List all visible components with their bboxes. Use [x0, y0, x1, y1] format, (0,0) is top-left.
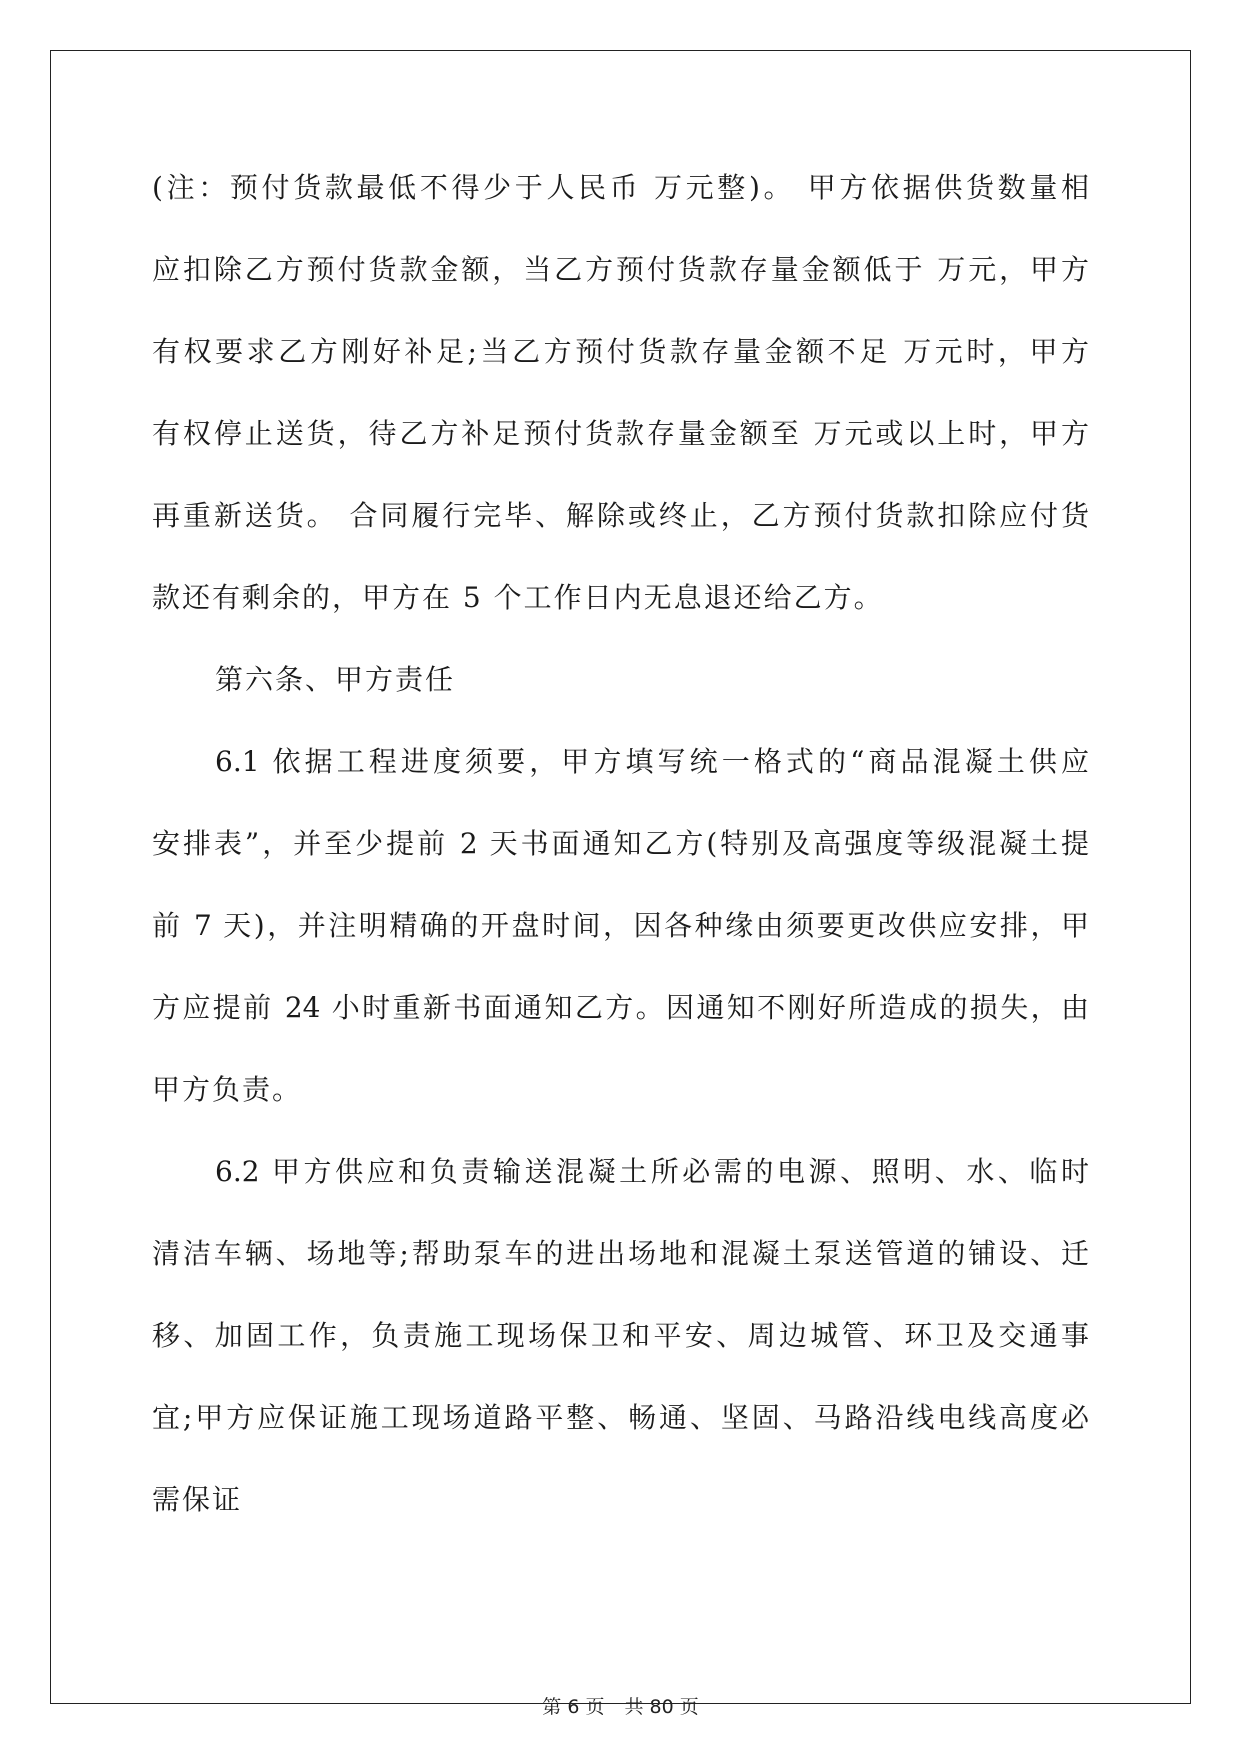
paragraph-line: 前 7 天)，并注明精确的开盘时间，因各种缘由须要更改供应安排，甲 [152, 909, 1089, 942]
paragraph-line: 安排表”，并至少提前 2 天书面通知乙方(特别及高强度等级混凝土提 [152, 827, 1089, 860]
page-total: 共 80 页 [624, 1696, 699, 1718]
paragraph-line: 款还有剩余的，甲方在 5 个工作日内无息退还给乙方。 [152, 581, 884, 614]
paragraph-line: 清洁车辆、场地等;帮助泵车的进出场地和混凝土泵送管道的铺设、迁 [152, 1237, 1089, 1270]
page-number: 第 6 页 [542, 1696, 605, 1718]
section-heading: 第六条、甲方责任 [215, 663, 456, 696]
paragraph-line: 移、加固工作，负责施工现场保卫和平安、周边城管、环卫及交通事 [152, 1319, 1089, 1352]
paragraph-line: 宜;甲方应保证施工现场道路平整、畅通、坚固、马路沿线电线高度必 [152, 1401, 1089, 1434]
page-footer [0, 1695, 1241, 1719]
paragraph-line: (注：预付货款最低不得少于人民币 万元整)。 甲方依据供货数量相 [152, 171, 1089, 204]
paragraph-line: 方应提前 24 小时重新书面通知乙方。因通知不刚好所造成的损失，由 [152, 991, 1089, 1024]
page-border [50, 50, 1191, 1704]
paragraph-line: 6.2 甲方供应和负责输送混凝土所必需的电源、照明、水、临时 [215, 1155, 1089, 1188]
paragraph-line: 应扣除乙方预付货款金额，当乙方预付货款存量金额低于 万元，甲方 [152, 253, 1089, 286]
paragraph-line: 需保证 [152, 1483, 243, 1516]
paragraph-line: 有权停止送货，待乙方补足预付货款存量金额至 万元或以上时，甲方 [152, 417, 1089, 450]
paragraph-line: 再重新送货。 合同履行完毕、解除或终止，乙方预付货款扣除应付货 [152, 499, 1089, 532]
paragraph-line: 6.1 依据工程进度须要，甲方填写统一格式的“商品混凝土供应 [215, 745, 1089, 778]
paragraph-line: 甲方负责。 [152, 1073, 303, 1106]
paragraph-line: 有权要求乙方刚好补足;当乙方预付货款存量金额不足 万元时，甲方 [152, 335, 1089, 368]
